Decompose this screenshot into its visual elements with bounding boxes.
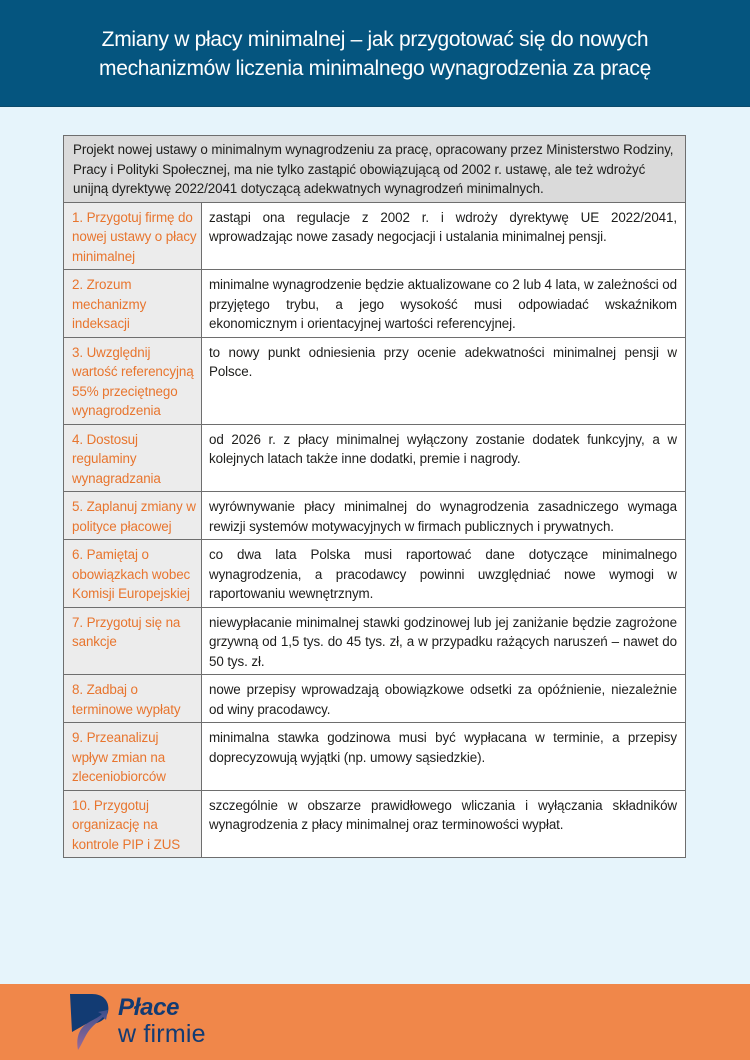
table-row — [64, 338, 685, 425]
step-description: od 2026 r. z płacy minimalnej wyłączony zostanie dodatek funkcyjny, a w kolejnych latach także inne dodatki, premie i nagrody. — [209, 431, 677, 466]
step-description: co dwa lata Polska musi raportować dane dotyczące minimalnego wynagrodzenia, a pracodawcy powinni uwzględniać nowe wymogi w raportowaniu wewnętrznym. — [209, 547, 677, 601]
step-label: 1. Przygotuj firmę do nowej ustawy o płacy minimalnej — [64, 203, 202, 270]
step-label: 7. Przygotuj się na sankcje — [64, 608, 202, 675]
step-label: 8. Zadbaj o terminowe wypłaty — [64, 675, 202, 722]
step-description: zastąpi ona regulacje z 2002 r. i wdroży dyrektywę UE 2022/2041, wprowadzając nowe zasady negocjacji i ustalania minimalnej pensji. — [209, 209, 677, 244]
page-footer — [0, 984, 750, 1060]
page-header — [0, 0, 750, 107]
step-description: minimalna stawka godzinowa musi być wypłacana w terminie, a przepisy doprecyzowują wyjątki (np. umowy sąsiedzkie). — [209, 730, 677, 765]
table-row — [64, 270, 685, 338]
logo-line-1: Płace — [118, 994, 180, 1021]
step-label: 4. Dostosuj regulaminy wynagradzania — [64, 425, 202, 492]
checklist-table — [63, 135, 686, 858]
title-line-2: mechanizmów liczenia minimalnego wynagrodzenia za pracę — [99, 56, 651, 80]
table-row — [64, 425, 685, 493]
step-description: niewypłacanie minimalnej stawki godzinowej lub jej zaniżanie będzie zagrożone grzywną od 1,5 tys. do 45 tys. zł, a w przypadku rażących naruszeń – nawet do 50 tys. zł. — [209, 614, 677, 669]
p-arrow-logo-icon — [68, 992, 110, 1050]
brand-logo — [68, 992, 238, 1054]
step-label: 9. Przeanalizuj wpływ zmian na zleceniobiorców — [64, 723, 202, 790]
table-row — [64, 723, 685, 791]
step-description: minimalne wynagrodzenie będzie aktualizowane co 2 lub 4 lata, w zależności od przyjętego trybu, a jego wysokość musi odpowiadać wskaźnikom ekonomicznym i orientacyjnej wartości referencyjnej. — [209, 277, 677, 331]
step-label: 5. Zaplanuj zmiany w polityce płacowej — [64, 492, 202, 539]
step-label: 10. Przygotuj organizację na kontrole PIP i ZUS — [64, 791, 202, 858]
table-row — [64, 608, 685, 676]
step-label: 2. Zrozum mechanizmy indeksacji — [64, 270, 202, 337]
intro-text: Projekt nowej ustawy o minimalnym wynagrodzeniu za pracę, opracowany przez Ministerstwo Rodziny, Pracy i Polityki Społecznej, ma nie tylko zastąpić obowiązującą od 2002 r. ustawę, ale też wdrożyć unijną dyrektywę 2022/2041 dotyczącą adekwatnych wynagrodzeń minimalnych. — [64, 136, 685, 203]
step-description: nowe przepisy wprowadzają obowiązkowe odsetki za opóźnienie, niezależnie od winy pracodawcy. — [209, 682, 677, 717]
logo-line-2: w firmie — [118, 1020, 206, 1048]
step-label: 3. Uwzględnij wartość referencyjną 55% przeciętnego wynagrodzenia — [64, 338, 202, 424]
step-description: to nowy punkt odniesienia przy ocenie adekwatności minimalnej pensji w Polsce. — [209, 344, 677, 379]
title-line-1: Zmiany w płacy minimalnej – jak przygotować się do nowych — [101, 27, 649, 51]
table-row — [64, 675, 685, 723]
table-row — [64, 203, 685, 271]
step-description: szczególnie w obszarze prawidłowego wliczania i wyłączania składników wynagrodzenia z płacy minimalnej oraz terminowości wypłat. — [209, 797, 677, 832]
table-row — [64, 791, 685, 858]
logo-wordmark — [118, 996, 206, 1047]
table-row — [64, 492, 685, 540]
page-title — [99, 24, 651, 83]
step-description: wyrównywanie płacy minimalnej do wynagrodzenia zasadniczego wymaga rewizji systemów motywacyjnych w firmach publicznych i prywatnych. — [209, 499, 677, 534]
table-row — [64, 540, 685, 608]
step-label: 6. Pamiętaj o obowiązkach wobec Komisji Europejskiej — [64, 540, 202, 607]
